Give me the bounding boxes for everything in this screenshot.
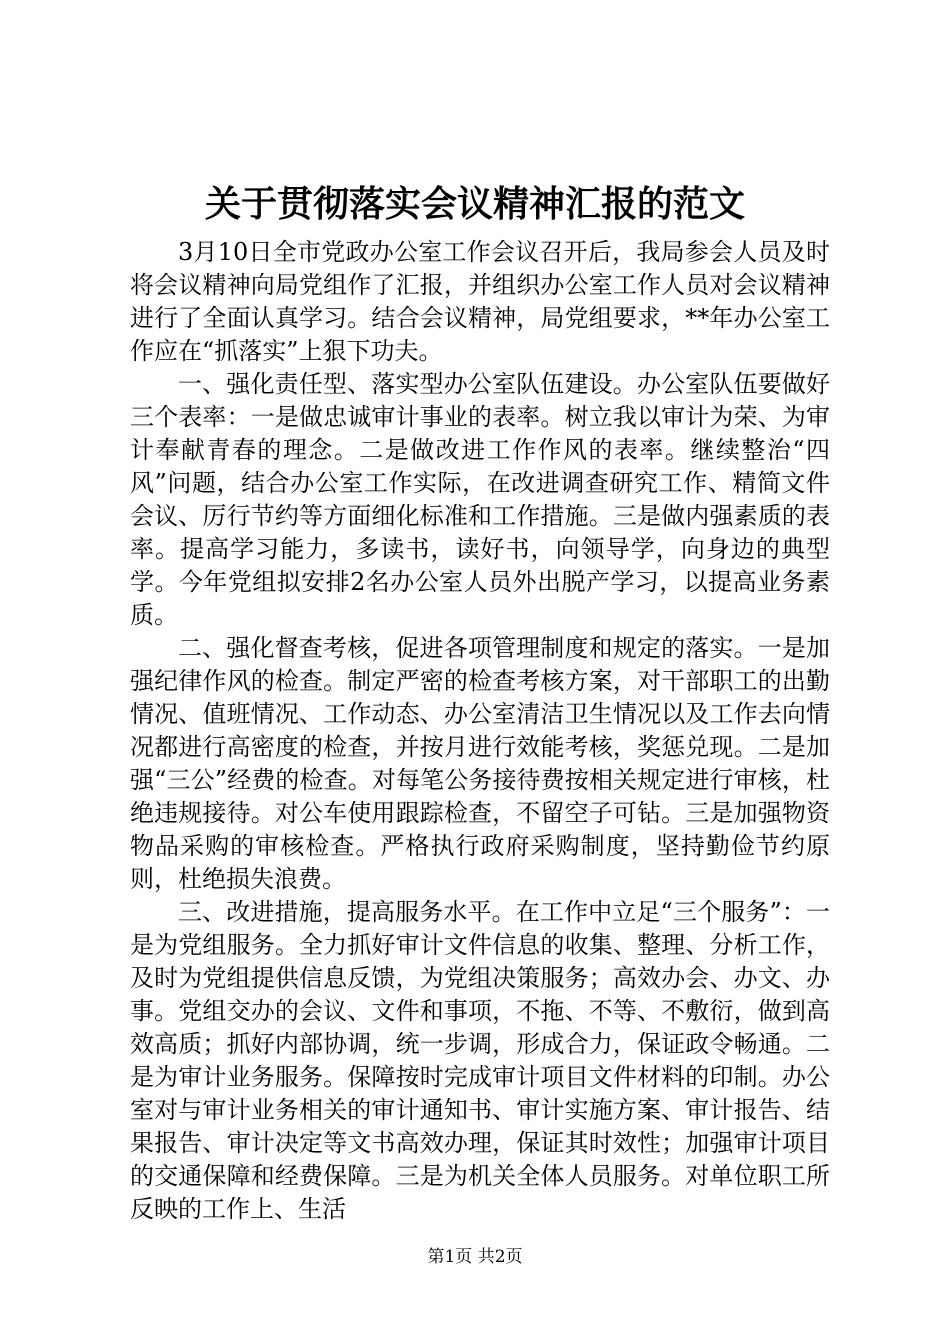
document-title: 关于贯彻落实会议精神汇报的范文 xyxy=(204,183,745,225)
paragraph-section-1: 一、强化责任型、落实型办公室队伍建设。办公室队伍要做好三个表率：一是做忠诚审计事业的表率。树立我以审计为荣、为审计奉献青春的理念。二是做改进工作作风的表率。继续整治“四风”问题，结合办公室工作实际，在改进调查研究工作、精简文件会议、厉行节约等方面细化标准和工作措施。三是做内强素质的表率。提高学习能力，多读书，读好书，向领导学，向身边的典型学。今年党组拟安排2名办公室人员外出脱产学习，以提高业务素质。 xyxy=(130,370,830,629)
page-footer: 第1页 共2页 xyxy=(427,1247,523,1267)
paragraph-intro: 3月10日全市党政办公室工作会议召开后，我局参会人员及时将会议精神向局党组作了汇报，并组织办公室工作人员对会议精神进行了全面认真学习。结合会议精神，局党组要求，**年办公室工作应在“抓落实”上狠下功夫。 xyxy=(130,238,830,365)
paragraph-section-2: 二、强化督查考核，促进各项管理制度和规定的落实。一是加强纪律作风的检查。制定严密的检查考核方案，对干部职工的出勤情况、值班情况、工作动态、办公室清洁卫生情况以及工作去向情况都进行高密度的检查，并按月进行效能考核，奖惩兑现。二是加强“三公”经费的检查。对每笔公务接待费按相关规定进行审核，杜绝违规接待。对公车使用跟踪检查，不留空子可钻。三是加强物资物品采购的审核检查。严格执行政府采购制度，坚持勤俭节约原则，杜绝损失浪费。 xyxy=(130,634,830,893)
paragraph-section-3: 三、改进措施，提高服务水平。在工作中立足“三个服务”：一是为党组服务。全力抓好审计文件信息的收集、整理、分析工作，及时为党组提供信息反馈，为党组决策服务；高效办会、办文、办事。党组交办的会议、文件和事项，不拖、不等、不敷衍，做到高效高质；抓好内部协调，统一步调，形成合力，保证政令畅通。二是为审计业务服务。保障按时完成审计项目文件材料的印制。办公室对与审计业务相关的审计通知书、审计实施方案、审计报告、结果报告、审计决定等文书高效办理，保证其时效性；加强审计项目的交通保障和经费保障。三是为机关全体人员服务。对单位职工所反映的工作上、生活 xyxy=(130,898,830,1223)
document-body xyxy=(130,236,830,1226)
